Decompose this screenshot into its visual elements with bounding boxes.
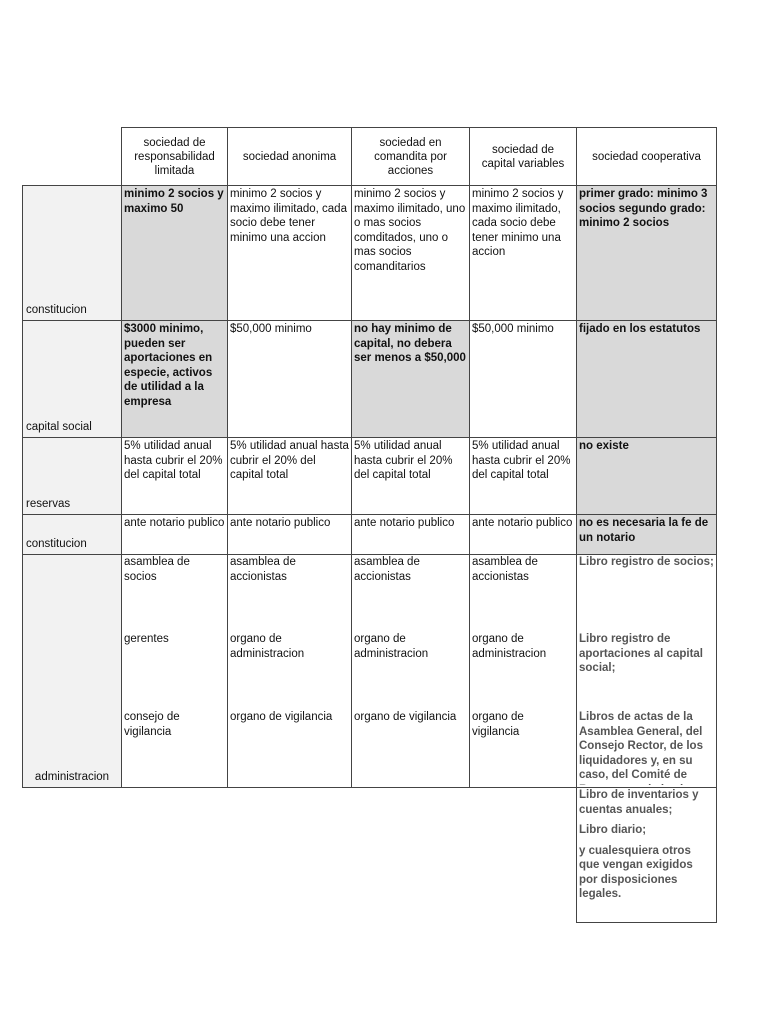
admin-sa-item-1: asamblea de accionistas — [230, 556, 296, 583]
cell-admin-scv — [469, 554, 577, 788]
cell-r2-scv: $50,000 minimo — [469, 320, 577, 438]
admin-sa-item-3: organo de vigilancia — [230, 711, 333, 723]
cell-admin-srl — [121, 554, 228, 788]
cell-r2-srl: $3000 minimo, pueden ser aportaciones en especie, activos de utilidad a la empresa — [121, 320, 228, 438]
header-sa: sociedad anonima — [227, 127, 352, 186]
row-label-constitucion-notario: constitucion — [22, 514, 122, 555]
cell-r4-sa: ante notario publico — [227, 514, 352, 555]
cell-r3-scv: 5% utilidad anual hasta cubrir el 20% del capital total — [469, 437, 577, 515]
coop-book-inventarios: Libro de inventarios y cuentas anuales; — [579, 789, 699, 816]
admin-coop-item-2: Libro registro de aportaciones al capital social; — [579, 633, 703, 674]
coop-book-otros: y cualesquiera otros que vengan exigidos por disposiciones legales. — [579, 844, 693, 900]
admin-scv-item-1: asamblea de accionistas — [472, 556, 538, 583]
row-label-administracion: administracion — [22, 554, 122, 788]
cell-admin-sca — [351, 554, 470, 788]
admin-srl-item-1: asamblea de socios — [124, 556, 190, 583]
admin-scv-item-3: organo de vigilancia — [472, 711, 524, 738]
admin-srl-item-2: gerentes — [124, 633, 169, 645]
cell-admin-sa — [227, 554, 352, 788]
cell-r1-srl: minimo 2 socios y maximo 50 — [121, 185, 228, 321]
admin-srl-item-3: consejo de vigilancia — [124, 711, 180, 738]
coop-books-overflow — [576, 787, 717, 923]
cell-r2-sa: $50,000 minimo — [227, 320, 352, 438]
cell-r4-scv: ante notario publico — [469, 514, 577, 555]
cell-r2-coop: fijado en los estatutos — [576, 320, 717, 438]
header-sca: sociedad en comandita por acciones — [351, 127, 470, 186]
admin-coop-item-3: Libros de actas de la Asamblea General, del Consejo Rector, de los liquidadores y, en su caso, del Comité de — [579, 711, 703, 781]
header-scv: sociedad de capital variables — [469, 127, 577, 186]
cell-r4-coop: no es necesaria la fe de un notario — [576, 514, 717, 555]
admin-scv-item-2: organo de administracion — [472, 633, 547, 660]
admin-coop-item-1: Libro registro de socios; — [579, 556, 714, 568]
cell-r1-sca: minimo 2 socios y maximo ilimitado, uno o mas socios comditados, uno o mas socios comanditarios — [351, 185, 470, 321]
cell-r4-srl: ante notario publico — [121, 514, 228, 555]
admin-sca-item-3: organo de vigilancia — [354, 711, 457, 723]
admin-sca-item-2: organo de administracion — [354, 633, 429, 660]
admin-sca-item-1: asamblea de accionistas — [354, 556, 420, 583]
cell-r1-sa: minimo 2 socios y maximo ilimitado, cada socio debe tener minimo una accion — [227, 185, 352, 321]
coop-book-diario: Libro diario; — [579, 824, 647, 836]
admin-sa-item-2: organo de administracion — [230, 633, 305, 660]
row-label-reservas: reservas — [22, 437, 122, 515]
row-label-constitucion: constitucion — [22, 185, 122, 321]
cell-admin-coop — [576, 554, 717, 788]
cell-r3-srl: 5% utilidad anual hasta cubrir el 20% del capital total — [121, 437, 228, 515]
cell-r2-sca: no hay minimo de capital, no debera ser menos a $50,000 — [351, 320, 470, 438]
cell-r3-coop: no existe — [576, 437, 717, 515]
cell-r1-coop: primer grado: minimo 3 socios segundo grado: minimo 2 socios — [576, 185, 717, 321]
row-label-capital-social: capital social — [22, 320, 122, 438]
cell-r1-scv: minimo 2 socios y maximo ilimitado, cada socio debe tener minimo una accion — [469, 185, 577, 321]
cell-r3-sca: 5% utilidad anual hasta cubrir el 20% del capital total — [351, 437, 470, 515]
cell-r4-sca: ante notario publico — [351, 514, 470, 555]
header-srl: sociedad de responsabilidad limitada — [121, 127, 228, 186]
cell-r3-sa: 5% utilidad anual hasta cubrir el 20% del capital total — [227, 437, 352, 515]
header-coop: sociedad cooperativa — [576, 127, 717, 186]
